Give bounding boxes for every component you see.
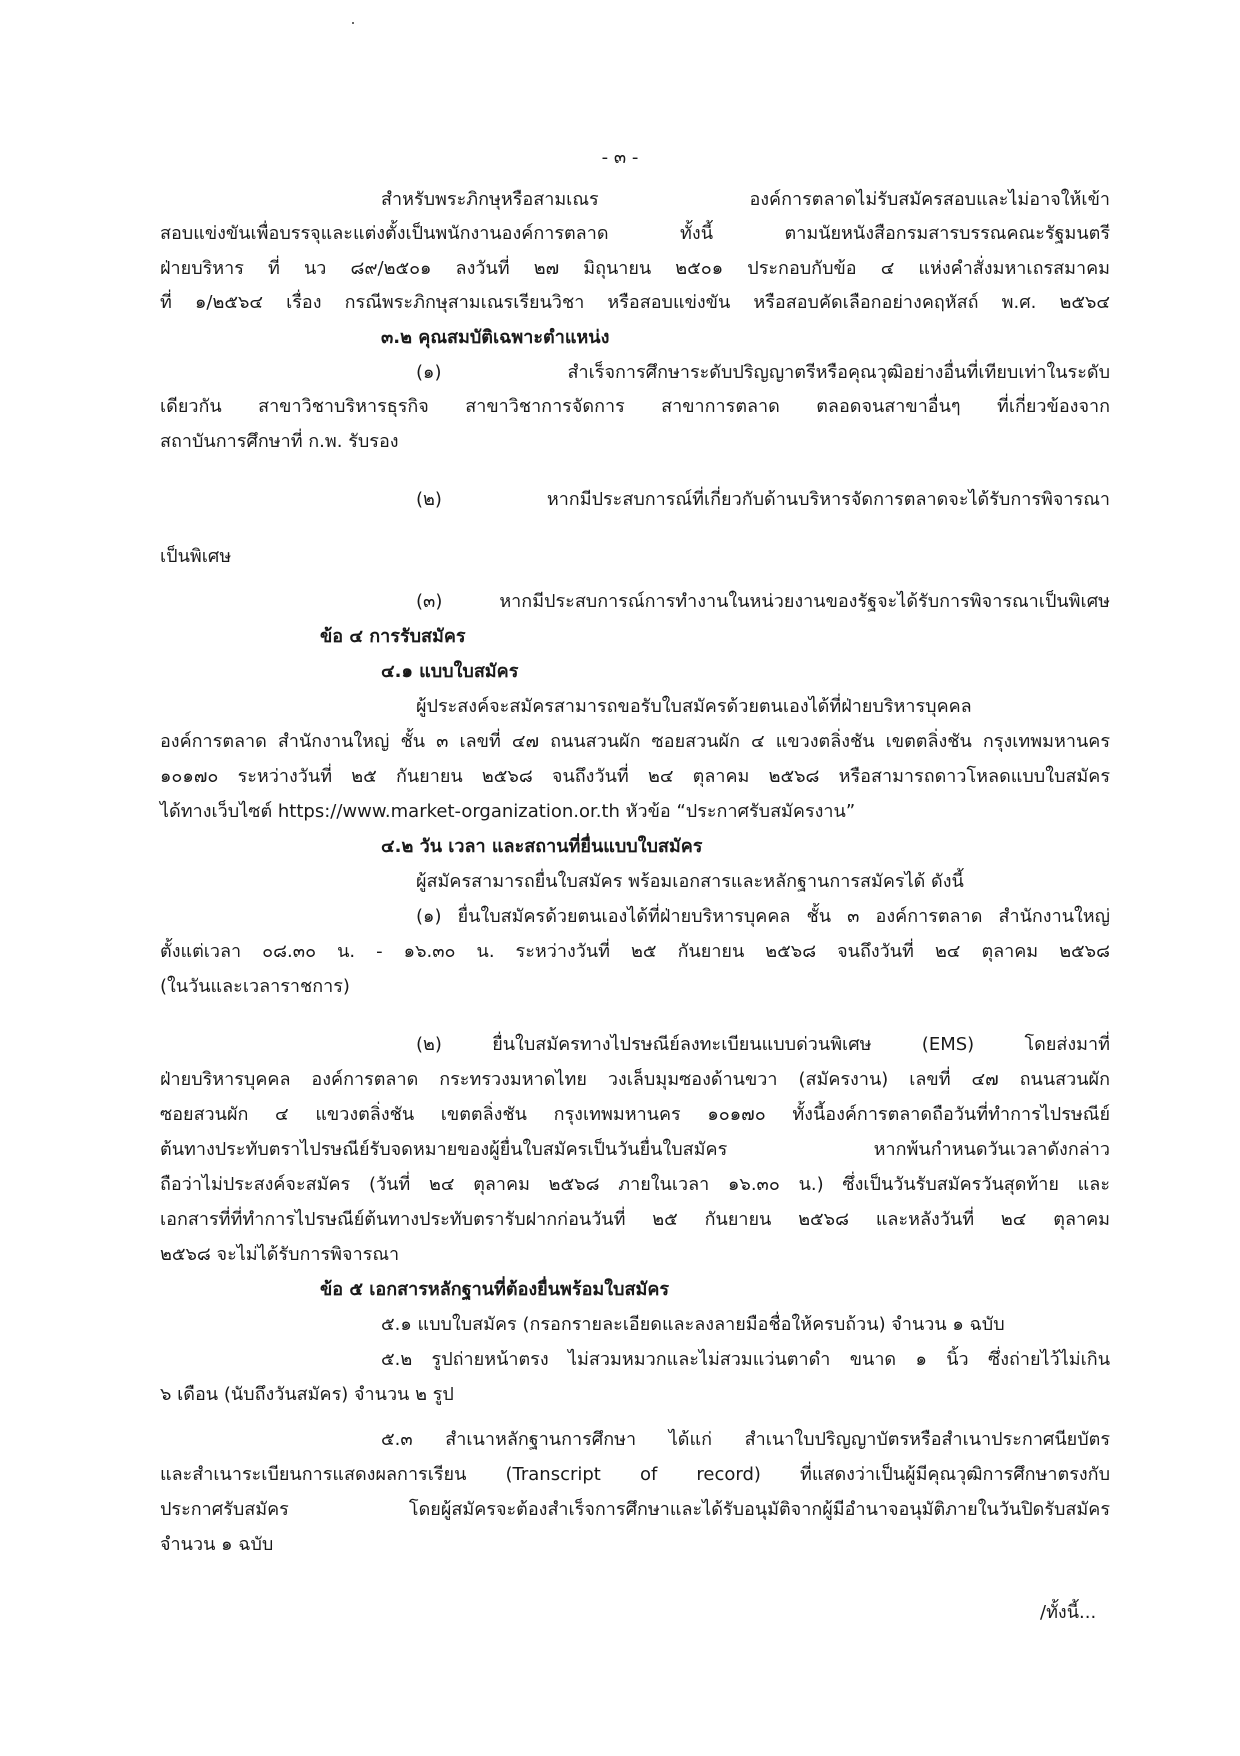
paragraph-line: เดียวกัน สาขาวิชาบริหารธุรกิจ สาขาวิชาการจัดการ สาขาการตลาด ตลอดจนสาขาอื่นๆ ที่เกี่ยวข้องจาก xyxy=(160,396,1110,417)
paragraph-line: ต้นทางประทับตราไปรษณีย์รับจดหมายของผู้ยื่นใบสมัครเป็นวันยื่นใบสมัคร หากพ้นกำหนดวันเวลาดังกล่าว xyxy=(160,1139,1110,1160)
section-heading-4: ข้อ ๔ การรับสมัคร xyxy=(320,626,466,647)
continuation-marker: /ทั้งนี้... xyxy=(1040,1602,1097,1623)
paragraph-line: (๑) สำเร็จการศึกษาระดับปริญญาตรีหรือคุณวุฒิอย่างอื่นที่เทียบเท่าในระดับ xyxy=(416,362,1110,383)
paragraph-line: ๕.๒ รูปถ่ายหน้าตรง ไม่สวมหมวกและไม่สวมแว่นตาดำ ขนาด ๑ นิ้ว ซึ่งถ่ายไว้ไม่เกิน xyxy=(381,1349,1110,1370)
paragraph-line: ๕.๓ สำเนาหลักฐานการศึกษา ได้แก่ สำเนาใบปริญญาบัตรหรือสำเนาประกาศนียบัตร xyxy=(381,1429,1110,1450)
paragraph-line: ๒๕๖๘ จะไม่ได้รับการพิจารณา xyxy=(160,1244,400,1265)
paragraph-line: (๒) ยื่นใบสมัครทางไปรษณีย์ลงทะเบียนแบบด่วนพิเศษ (EMS) โดยส่งมาที่ xyxy=(416,1034,1110,1055)
paragraph-line: และสำเนาระเบียนการแสดงผลการเรียน (Transcript of record) ที่แสดงว่าเป็นผู้มีคุณวุฒิการศึกษาตรงกับ xyxy=(160,1464,1110,1485)
section-heading-4-2: ๔.๒ วัน เวลา และสถานที่ยื่นแบบใบสมัคร xyxy=(381,836,703,857)
paragraph-line: ผู้ประสงค์จะสมัครสามารถขอรับใบสมัครด้วยตนเองได้ที่ฝ่ายบริหารบุคคล xyxy=(416,696,972,717)
paragraph-line: (๒) หากมีประสบการณ์ที่เกี่ยวกับด้านบริหารจัดการตลาดจะได้รับการพิจารณา xyxy=(416,489,1110,510)
paragraph-line: (๑) ยื่นใบสมัครด้วยตนเองได้ที่ฝ่ายบริหารบุคคล ชั้น ๓ องค์การตลาด สำนักงานใหญ่ xyxy=(416,906,1110,927)
website-line: ได้ทางเว็บไซต์ https://www.market-organization.or.th หัวข้อ “ประกาศรับสมัครงาน” xyxy=(160,801,856,822)
paragraph-line: สอบแข่งขันเพื่อบรรจุและแต่งตั้งเป็นพนักงานองค์การตลาด ทั้งนี้ ตามนัยหนังสือกรมสารบรรณคณะรัฐมนตรี xyxy=(160,223,1110,244)
paragraph-line: ที่ ๑/๒๕๖๔ เรื่อง กรณีพระภิกษุสามเณรเรียนวิชา หรือสอบแข่งขัน หรือสอบคัดเลือกอย่างคฤหัสถ์ พ.ศ. ๒๕๖๔ xyxy=(160,292,1110,313)
paragraph-line: ถือว่าไม่ประสงค์จะสมัคร (วันที่ ๒๔ ตุลาคม ๒๕๖๘ ภายในเวลา ๑๖.๓๐ น.) ซึ่งเป็นวันรับสมัครวันสุดท้าย และ xyxy=(160,1174,1110,1195)
paragraph-line: สำหรับพระภิกษุหรือสามเณร องค์การตลาดไม่รับสมัครสอบและไม่อาจให้เข้า xyxy=(381,189,1110,210)
paragraph-line: ประกาศรับสมัคร โดยผู้สมัครจะต้องสำเร็จการศึกษาและได้รับอนุมัติจากผู้มีอำนาจอนุมัติภายในวันปิดรับสมัคร xyxy=(160,1499,1110,1520)
paragraph-line: สถาบันการศึกษาที่ ก.พ. รับรอง xyxy=(160,431,399,452)
paragraph-line: องค์การตลาด สำนักงานใหญ่ ชั้น ๓ เลขที่ ๔๗ ถนนสวนผัก ซอยสวนผัก ๔ แขวงตลิ่งชัน เขตตลิ่งชัน กรุงเทพมหานคร xyxy=(160,731,1110,752)
paragraph-line: ผู้สมัครสามารถยื่นใบสมัคร พร้อมเอกสารและหลักฐานการสมัครได้ ดังนี้ xyxy=(416,871,964,892)
paragraph-line: ฝ่ายบริหารบุคคล องค์การตลาด กระทรวงมหาดไทย วงเล็บมุมซองด้านขวา (สมัครงาน) เลขที่ ๔๗ ถนนสวนผัก xyxy=(160,1069,1110,1090)
paragraph-line: เอกสารที่ที่ทำการไปรษณีย์ต้นทางประทับตรารับฝากก่อนวันที่ ๒๕ กันยายน ๒๕๖๘ และหลังวันที่ ๒๔ ตุลาคม xyxy=(160,1209,1110,1230)
section-heading-4-1: ๔.๑ แบบใบสมัคร xyxy=(381,661,519,682)
paragraph-line: ฝ่ายบริหาร ที่ นว ๘๙/๒๕๐๑ ลงวันที่ ๒๗ มิถุนายน ๒๕๐๑ ประกอบกับข้อ ๔ แห่งคำสั่งมหาเถรสมาคม xyxy=(160,258,1110,279)
paragraph-line: (๓) หากมีประสบการณ์การทำงานในหน่วยงานของรัฐจะได้รับการพิจารณาเป็นพิเศษ xyxy=(416,591,1110,612)
section-heading-3-2: ๓.๒ คุณสมบัติเฉพาะตำแหน่ง xyxy=(381,327,610,348)
paragraph-line: ซอยสวนผัก ๔ แขวงตลิ่งชัน เขตตลิ่งชัน กรุงเทพมหานคร ๑๐๑๗๐ ทั้งนี้องค์การตลาดถือวันที่ทำการไปรษณีย์ xyxy=(160,1104,1110,1125)
section-heading-5: ข้อ ๕ เอกสารหลักฐานที่ต้องยื่นพร้อมใบสมัคร xyxy=(320,1279,670,1300)
page-number: - ๓ - xyxy=(601,147,639,168)
scan-speck xyxy=(352,22,354,24)
paragraph-line: ๕.๑ แบบใบสมัคร (กรอกรายละเอียดและลงลายมือชื่อให้ครบถ้วน) จำนวน ๑ ฉบับ xyxy=(381,1314,1005,1335)
paragraph-line: ๑๐๑๗๐ ระหว่างวันที่ ๒๕ กันยายน ๒๕๖๘ จนถึงวันที่ ๒๔ ตุลาคม ๒๕๖๘ หรือสามารถดาวโหลดแบบใบสมัคร xyxy=(160,766,1110,787)
paragraph-line: ตั้งแต่เวลา ๐๘.๓๐ น. - ๑๖.๓๐ น. ระหว่างวันที่ ๒๕ กันยายน ๒๕๖๘ จนถึงวันที่ ๒๔ ตุลาคม ๒๕๖๘ xyxy=(160,941,1110,962)
paragraph-line: (ในวันและเวลาราชการ) xyxy=(160,976,350,997)
paragraph-line: เป็นพิเศษ xyxy=(160,546,232,567)
paragraph-line: จำนวน ๑ ฉบับ xyxy=(160,1534,274,1555)
paragraph-line: ๖ เดือน (นับถึงวันสมัคร) จำนวน ๒ รูป xyxy=(160,1384,454,1405)
